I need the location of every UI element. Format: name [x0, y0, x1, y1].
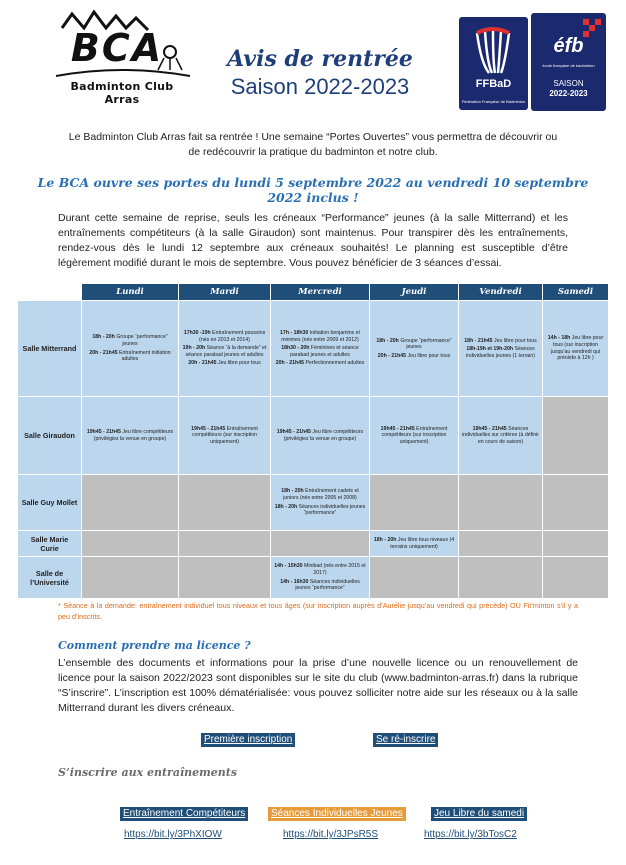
- schedule-cell-empty: [459, 475, 543, 531]
- session-description: Jeu libre tous niveaux (4 terrains uniquement): [390, 536, 455, 550]
- session-entry: [274, 579, 366, 592]
- session-description: Séances individuelles jeunes (1 terrain): [466, 346, 535, 359]
- saturday-free-play-button[interactable]: Jeu Libre du samedi: [431, 807, 527, 821]
- schedule-cell-empty: [179, 557, 271, 599]
- day-header: Jeudi: [370, 284, 459, 301]
- schedule-table: [17, 283, 609, 599]
- session-time: 18h - 21h45: [464, 337, 493, 344]
- licence-paragraph: L’ensemble des documents et informations pour la prise d’une nouvelle licence ou un renouvellement de licence pour la saison 2022/2023 sont disponibles sur le site du club (www.badminton-arras.fr) dans la rubrique “S’inscrire”. L’inscription est 100% dématérialisée: vous pouvez solliciter notre aide sur les réseaux ou à la salle Mitterrand durant les divers créneaux.: [58, 657, 578, 714]
- schedule-cell-empty: [370, 557, 459, 599]
- session-time: 19h45 - 21h45: [86, 428, 121, 435]
- session-entry: [182, 330, 267, 343]
- session-time: 18h - 20h: [274, 503, 298, 510]
- session-description: Minibad (nés entre 2015 et 2017): [304, 563, 366, 576]
- session-time: 20h - 21h45: [377, 352, 407, 359]
- session-entry: [274, 330, 366, 343]
- session-time: 14h - 18h: [547, 335, 571, 342]
- efb-season-years: 2022-2023: [549, 89, 588, 98]
- session-time: 18h-19h et 19h-20h: [466, 346, 514, 353]
- session-description: Initiation benjamins et minimes (nés entre 2009 et 2012): [281, 330, 360, 343]
- footnote: * Séance à la demande: entraînement individuel tous niveaux et tous âges (sur inscription auprès d’Aurélie jusqu’au vendredi qui précède) OU Fit’minton s’il y a peu d’inscrits.: [58, 601, 578, 621]
- schedule-cell: [370, 397, 459, 475]
- session-entry: [373, 338, 455, 351]
- schedule-cell-empty: [179, 531, 271, 557]
- session-description: Séances individuelles jeunes “performance”: [295, 578, 360, 592]
- session-description: Féminines et séance parabad jeunes et adultes: [290, 345, 359, 358]
- schedule-cell: [271, 301, 370, 397]
- ffbad-subtitle: Fédération Française de Badminton: [461, 99, 526, 104]
- competitors-training-link[interactable]: https://bit.ly/3PhXIOW: [124, 829, 222, 840]
- session-entry: [373, 353, 455, 360]
- room-name: Salle Giraudon: [18, 397, 82, 475]
- efb-logo: [531, 13, 606, 111]
- efb-season-label: SAISON: [553, 79, 584, 88]
- re-register-button[interactable]: Se ré-inscrire: [373, 733, 438, 747]
- session-entry: [85, 429, 175, 442]
- youth-sessions-link[interactable]: https://bit.ly/3JPsR5S: [283, 829, 379, 840]
- session-description: Jeu libre pour tous (sur inscription jusqu’au vendredi qui précède à 12h ): [550, 335, 604, 362]
- session-entry: [182, 345, 267, 358]
- session-time: 19h45 - 21h45: [191, 425, 226, 432]
- session-entry: [182, 426, 267, 446]
- title-line-1: Avis de rentrée: [227, 46, 413, 72]
- session-entry: [373, 537, 455, 550]
- header: [0, 0, 626, 120]
- session-description: Entraînement initiation adultes: [119, 349, 171, 363]
- session-entry: [274, 504, 366, 517]
- schedule-cell: [459, 397, 543, 475]
- session-description: Entraînement compétiteurs (sur inscription uniquement): [381, 425, 448, 445]
- schedule-cell-empty: [543, 475, 609, 531]
- session-time: 17h - 18h30: [280, 330, 309, 337]
- session-entry: [274, 345, 366, 358]
- schedule-header-row: [18, 284, 609, 301]
- ffbad-logo: [459, 17, 528, 110]
- room-name: Salle Marie Curie: [18, 531, 82, 557]
- session-time: 18h - 20h: [281, 488, 304, 495]
- page-title: [210, 46, 430, 100]
- room-name: Salle de l’Université: [18, 557, 82, 599]
- session-time: 17h30 -19h: [183, 330, 211, 337]
- schedule-row: [18, 531, 609, 557]
- day-header: Vendredi: [459, 284, 543, 301]
- session-entry: [85, 334, 175, 347]
- session-entry: [462, 338, 539, 345]
- youth-sessions-button[interactable]: Séances Individuelles Jeunes: [268, 807, 406, 821]
- schedule-cell-empty: [543, 557, 609, 599]
- schedule-cell: [370, 531, 459, 557]
- efb-season: [531, 79, 606, 99]
- club-name: Badminton Club Arras: [70, 80, 174, 106]
- schedule-cell-empty: [543, 397, 609, 475]
- bca-logo-text: BCA: [70, 26, 164, 70]
- trainings-title: S’inscrire aux entraînements: [58, 766, 238, 779]
- schedule-cell-empty: [179, 475, 271, 531]
- schedule-cell-empty: [82, 557, 179, 599]
- schedule-body: [18, 301, 609, 599]
- intro-text: [40, 130, 586, 160]
- title-line-2: Saison 2022-2023: [230, 74, 410, 99]
- session-time: 19h45 - 21h45: [276, 428, 311, 435]
- session-description: Séances individuelles sur critères (à définir en cours de saison): [462, 425, 539, 445]
- session-entry: [462, 346, 539, 359]
- competitors-training-button[interactable]: Entraînement Compétiteurs: [120, 807, 248, 821]
- session-description: Séances individuelles jeunes “performance”: [298, 503, 366, 517]
- schedule-cell-empty: [459, 531, 543, 557]
- day-header: Samedi: [543, 284, 609, 301]
- session-description: Jeu libre compétiteurs (privilégiez la venue en groupe): [283, 428, 364, 442]
- session-description: Jeu libre pour tous: [218, 360, 261, 367]
- session-entry: [462, 426, 539, 446]
- session-description: Entraînement cadets et juniors (nés entre 2005 et 2008): [283, 488, 359, 501]
- schedule-cell: [543, 301, 609, 397]
- schedule-cell: [459, 301, 543, 397]
- session-time: 14h - 16h30: [280, 578, 309, 585]
- session-time: 19h45 - 21h45: [380, 425, 415, 432]
- session-description: Jeu libre compétiteurs (privilégiez la venue en groupe): [93, 428, 174, 442]
- session-time: 20h - 21h45: [275, 360, 304, 367]
- saturday-free-play-link[interactable]: https://bit.ly/3bTosC2: [424, 829, 517, 840]
- session-time: 18h30 - 20h: [281, 345, 310, 352]
- schedule-corner: [18, 284, 82, 301]
- session-entry: [546, 335, 605, 361]
- ffbad-label: FFBaD: [475, 78, 512, 90]
- efb-subtitle: école française de badminton: [542, 63, 595, 68]
- headline: Le BCA ouvre ses portes du lundi 5 septembre 2022 au vendredi 10 septembre 2022 inclus !: [37, 175, 589, 205]
- intro-line-1: Le Badminton Club Arras fait sa rentrée ! Une semaine “Portes Ouvertes” vous permettra de découvrir ou: [68, 131, 558, 143]
- schedule-cell-empty: [82, 531, 179, 557]
- session-description: Entraînement compétiteurs (sur inscription uniquement): [192, 425, 258, 445]
- room-name: Salle Mitterrand: [18, 301, 82, 397]
- session-description: Groupe “performance” jeunes: [400, 337, 452, 351]
- session-time: 14h - 15h30: [274, 563, 303, 570]
- schedule-cell: [271, 557, 370, 599]
- session-time: 18h - 20h: [376, 337, 399, 344]
- session-entry: [182, 360, 267, 367]
- schedule-cell: [179, 301, 271, 397]
- schedule-cell: [271, 475, 370, 531]
- efb-label: éfb: [553, 35, 584, 57]
- session-entry: [85, 350, 175, 363]
- day-header: Lundi: [82, 284, 179, 301]
- session-time: 19h45 - 21h45: [472, 425, 507, 432]
- schedule-cell-empty: [543, 531, 609, 557]
- session-description: Entraînement poussins (nés en 2013 et 2014): [199, 330, 266, 343]
- session-description: Jeu libre pour tous: [494, 337, 537, 344]
- room-name: Salle Guy Mollet: [18, 475, 82, 531]
- session-entry: [274, 563, 366, 576]
- schedule-cell-empty: [82, 475, 179, 531]
- session-entry: [274, 488, 366, 501]
- schedule-row: [18, 397, 609, 475]
- day-header: Mercredi: [271, 284, 370, 301]
- session-description: Séance “à la demande” et séance parabad jeunes et adultes: [185, 345, 267, 358]
- intro-paragraph: Durant cette semaine de reprise, seuls les créneaux “Performance” jeunes (à la salle Mitterrand) et les entraînements compétiteurs (à la salle Giraudon) sont maintenus. Pour transpirer dès les entraînements, rendez-vous dès le lundi 12 septembre aux créneaux souhaités! Le planning est susceptible d’être légèrement modifié durant le mois de septembre. Vous pouvez bénéficier de 3 séances d’essai.: [58, 212, 568, 269]
- session-entry: [274, 360, 366, 367]
- first-registration-button[interactable]: Première inscription: [201, 733, 295, 747]
- schedule-cell: [179, 397, 271, 475]
- session-description: Jeu libre pour tous: [407, 352, 451, 359]
- session-entry: [274, 429, 366, 442]
- schedule-row: [18, 557, 609, 599]
- session-time: 18h - 20h: [92, 334, 115, 341]
- schedule-cell: [271, 397, 370, 475]
- schedule-row: [18, 301, 609, 397]
- session-description: Perfectionnement adultes: [305, 360, 365, 367]
- session-entry: [373, 426, 455, 446]
- session-time: 20h - 21h45: [89, 349, 118, 356]
- bca-logo: [52, 8, 192, 106]
- session-time: 18h - 20h: [373, 536, 397, 543]
- schedule-cell: [82, 301, 179, 397]
- session-time: 19h - 20h: [182, 345, 206, 352]
- session-time: 20h - 21h45: [188, 360, 217, 367]
- shuttlecock-icon: [459, 23, 528, 83]
- session-description: Groupe “performance” jeunes: [116, 334, 168, 347]
- schedule-cell-empty: [370, 475, 459, 531]
- licence-title: Comment prendre ma licence ?: [58, 639, 251, 652]
- schedule-cell-empty: [459, 557, 543, 599]
- intro-line-2: de redécouvrir la pratique du badminton et notre club.: [188, 146, 438, 158]
- schedule-row: [18, 475, 609, 531]
- schedule-cell: [370, 301, 459, 397]
- schedule-cell: [82, 397, 179, 475]
- schedule-cell-empty: [271, 531, 370, 557]
- day-header: Mardi: [179, 284, 271, 301]
